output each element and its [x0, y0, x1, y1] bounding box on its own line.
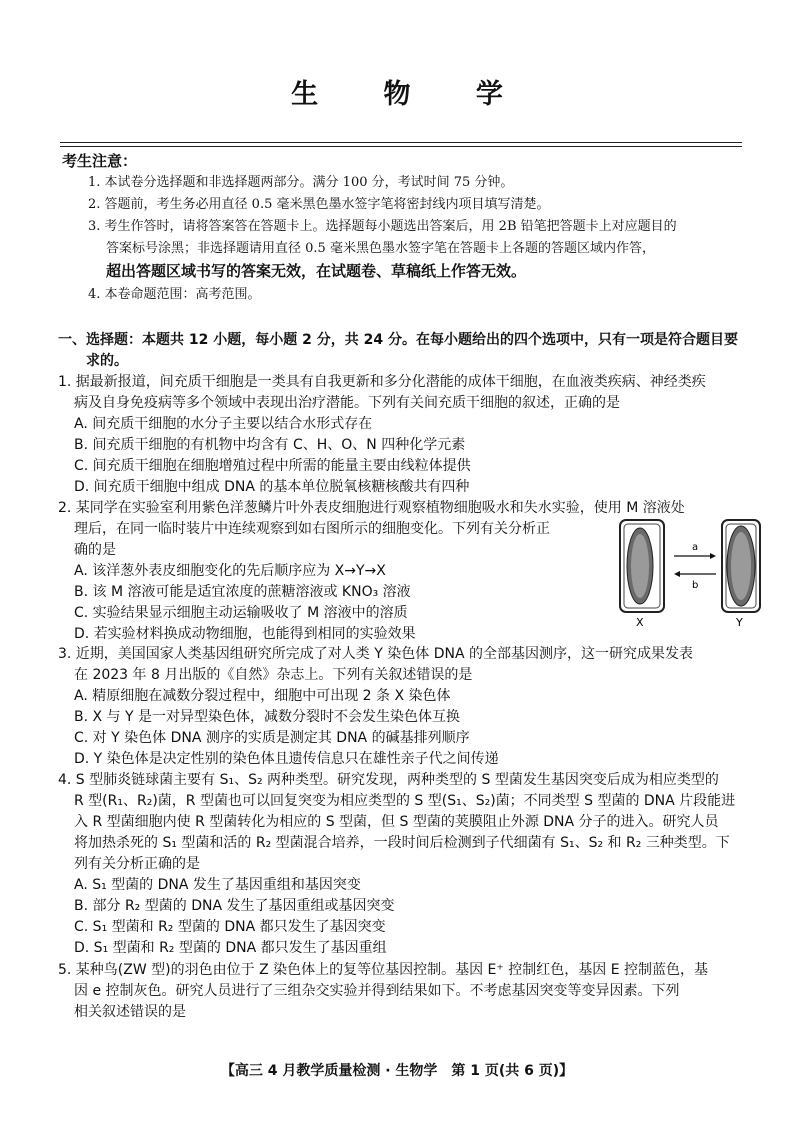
- question-3: [58, 644, 758, 770]
- q3-stem-line2: 在 2023 年 8 月出版的《自然》杂志上。下列有关叙述错误的是: [74, 667, 473, 683]
- q1-option-b: B. 间充质干细胞的有机物中均含有 C、H、O、N 四种化学元素: [74, 437, 466, 453]
- q5-stem-line2: 因 e 控制灰色。研究人员进行了三组杂交实验并得到结果如下。不考虑基因突变等变异因素。下列: [74, 983, 680, 999]
- q1-option-d: D. 间充质干细胞中组成 DNA 的基本单位脱氧核糖核酸共有四种: [74, 479, 470, 495]
- q2-option-c: C. 实验结果显示细胞主动运输吸收了 M 溶液中的溶质: [74, 605, 408, 621]
- q4-stem-line1: 4. S 型肺炎链球菌主要有 S₁、S₂ 两种类型。研究发现，两种类型的 S 型菌发生基因突变后成为相应类型的: [58, 772, 719, 788]
- q4-stem-line3: 入 R 型菌细胞内使 R 型菌转化为相应的 S 型菌，但 S 型菌的荚膜阻止外源 DNA 分子的进入。研究人员: [74, 814, 719, 830]
- label-y: Y: [736, 616, 743, 628]
- q4-stem-line2: R 型(R₁、R₂)菌，R 型菌也可以回复突变为相应类型的 S 型(S₁、S₂)菌；不同类型 S 型菌的 DNA 片段能进: [74, 793, 736, 809]
- question-4: [58, 770, 758, 959]
- page-title: 生 物 学: [291, 79, 531, 110]
- q4-option-a: A. S₁ 型菌的 DNA 发生了基因重组和基因突变: [74, 877, 361, 893]
- q2-option-a: A. 该洋葱外表皮细胞变化的先后顺序应为 X→Y→X: [74, 563, 386, 579]
- notice-item-2: 2. 答题前，考生务必用直径 0.5 毫米黑色墨水签字笔将密封线内项目填写清楚。: [88, 197, 550, 212]
- header-rule-bottom: [60, 146, 742, 147]
- plant-cell-figure: [610, 516, 770, 628]
- question-1: [58, 372, 758, 498]
- notice-block: [62, 150, 762, 306]
- label-b: b: [692, 580, 699, 591]
- notice-warning: 超出答题区域书写的答案无效，在试题卷、草稿纸上作答无效。: [106, 262, 527, 280]
- cell-y: [722, 520, 760, 612]
- q5-stem-line1: 5. 某种鸟(ZW 型)的羽色由位于 Z 染色体上的复等位基因控制。基因 E⁺ 控制红色，基因 E 控制蓝色，基: [58, 962, 708, 978]
- q4-option-c: C. S₁ 型菌和 R₂ 型菌的 DNA 都只发生了基因突变: [74, 919, 386, 935]
- section-heading-line2: 求的。: [86, 353, 128, 369]
- q1-option-a: A. 间充质干细胞的水分子主要以结合水形式存在: [74, 416, 373, 432]
- notice-item-1: 1. 本试卷分选择题和非选择题两部分。满分 100 分，考试时间 75 分钟。: [88, 175, 514, 190]
- q4-stem-line4: 将加热杀死的 S₁ 型菌和活的 R₂ 型菌混合培养，一段时间后检测到子代细菌有 S₁、S₂ 和 R₂ 三种类型。下: [74, 835, 730, 851]
- notice-item-3: 3. 考生作答时，请将答案答在答题卡上。选择题每小题选出答案后，用 2B 铅笔把答题卡上对应题目的: [88, 219, 677, 234]
- arrow-b-head: [674, 571, 680, 577]
- q5-stem-line3: 相关叙述错误的是: [74, 1004, 186, 1020]
- q2-option-b: B. 该 M 溶液可能是适宜浓度的蔗糖溶液或 KNO₃ 溶液: [74, 584, 411, 600]
- q2-option-d: D. 若实验材料换成动物细胞，也能得到相同的实验效果: [74, 626, 416, 642]
- page-footer: 【高三 4 月教学质量检测 · 生物学 第 1 页(共 6 页)】: [220, 1063, 574, 1079]
- q2-stem-line3: 确的是: [74, 542, 116, 558]
- q3-stem-line1: 3. 近期，美国国家人类基因组研究所完成了对人类 Y 染色体 DNA 的全部基因测序，这一研究成果发表: [58, 646, 693, 662]
- notice-item-3-cont: 答案标号涂黑；非选择题请用直径 0.5 毫米黑色墨水签字笔在答题卡上各题的答题区域内作答，: [106, 241, 655, 256]
- cell-x: [620, 520, 664, 612]
- q1-option-c: C. 间充质干细胞在细胞增殖过程中所需的能量主要由线粒体提供: [74, 458, 471, 474]
- q2-stem-line2: 理后，在同一临时装片中连续观察到如右图所示的细胞变化。下列有关分析正: [74, 521, 550, 537]
- q4-option-d: D. S₁ 型菌和 R₂ 型菌的 DNA 都只发生了基因重组: [74, 940, 387, 956]
- header-rule-top: [60, 142, 742, 143]
- q3-option-b: B. X 与 Y 是一对异型染色体，减数分裂时不会发生染色体互换: [74, 709, 460, 725]
- q1-stem-line1: 1. 据最新报道，间充质干细胞是一类具有自我更新和多分化潜能的成体干细胞，在血液类疾病、神经类疾: [58, 374, 706, 390]
- q2-stem-line1: 2. 某同学在实验室利用紫色洋葱鳞片叶外表皮细胞进行观察植物细胞吸水和失水实验，使用 M 溶液处: [58, 500, 685, 516]
- arrow-a-head: [710, 553, 716, 559]
- notice-item-4: 4. 本卷命题范围：高考范围。: [88, 287, 261, 302]
- question-5: [58, 960, 758, 1023]
- q3-option-a: A. 精原细胞在减数分裂过程中，细胞中可出现 2 条 X 染色体: [74, 688, 451, 704]
- q4-option-b: B. 部分 R₂ 型菌的 DNA 发生了基因重组或基因突变: [74, 898, 395, 914]
- q3-option-c: C. 对 Y 染色体 DNA 测序的实质是测定其 DNA 的碱基排列顺序: [74, 730, 470, 746]
- q3-option-d: D. Y 染色体是决定性别的染色体且遗传信息只在雄性亲子代之间传递: [74, 751, 499, 767]
- section-heading: [58, 330, 758, 372]
- label-a: a: [692, 542, 699, 553]
- section-heading-line1: 一、选择题：本题共 12 小题，每小题 2 分，共 24 分。在每小题给出的四个选项中，只有一项是符合题目要: [58, 332, 738, 348]
- q4-stem-line5: 列有关分析正确的是: [74, 856, 200, 872]
- q1-stem-line2: 病及自身免疫病等多个领域中表现出治疗潜能。下列有关间充质干细胞的叙述，正确的是: [74, 395, 620, 411]
- label-x: X: [636, 616, 644, 628]
- notice-heading: 考生注意：: [62, 152, 138, 170]
